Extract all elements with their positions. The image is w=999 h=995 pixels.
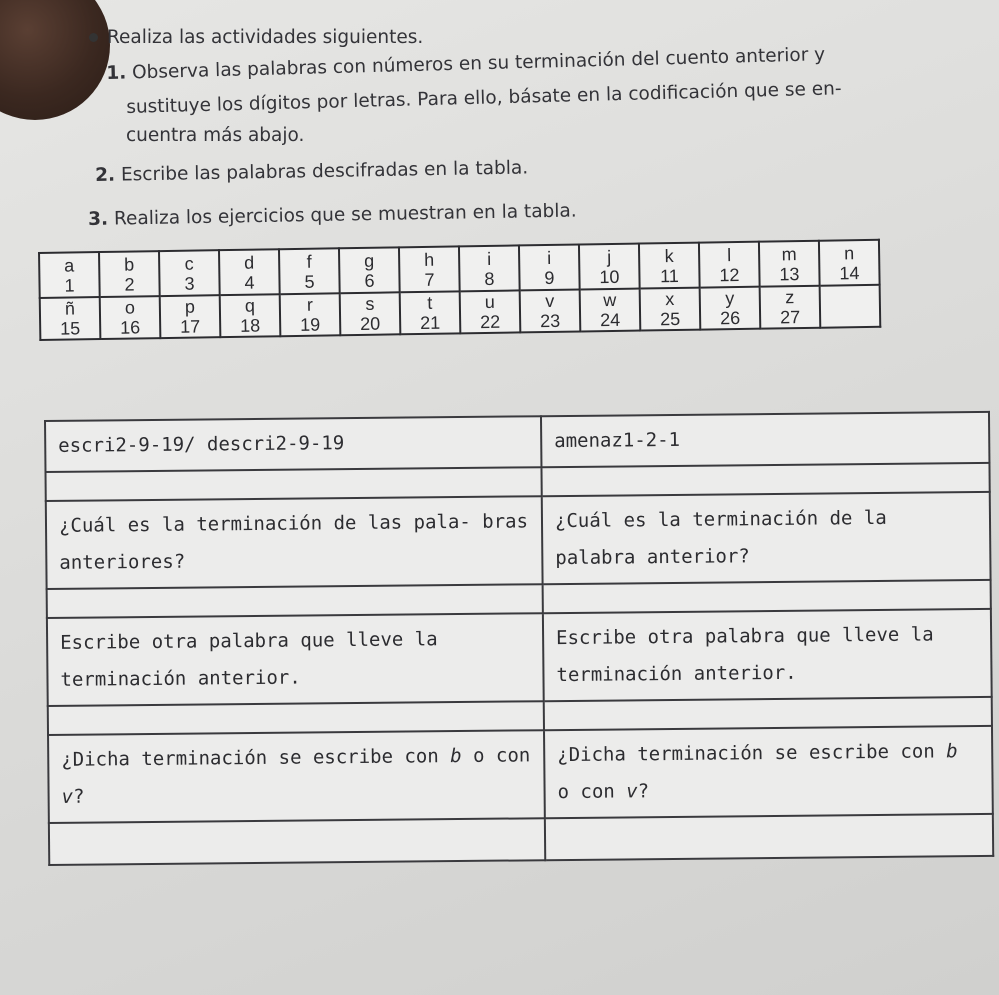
intro-text: Realiza las actividades siguientes. <box>107 27 424 48</box>
finger-shadow <box>0 0 110 120</box>
code-number: 21 <box>419 312 441 334</box>
code-letter: w <box>603 289 617 311</box>
code-letter: h <box>423 249 435 270</box>
code-cell <box>100 296 161 339</box>
code-letter: y <box>725 288 735 309</box>
code-number: 14 <box>839 262 860 283</box>
prompt-row <box>47 609 992 706</box>
step-1-line-3: cuentra más abajo. <box>126 125 305 146</box>
code-cell <box>99 251 160 297</box>
code-number: 20 <box>359 313 381 334</box>
bullet-icon <box>89 33 98 42</box>
code-cell <box>220 294 281 337</box>
code-cell <box>520 289 581 332</box>
code-cell <box>339 247 400 293</box>
left-q2-letter-b: b <box>450 745 462 768</box>
right-q2-letter-v: v <box>626 780 638 803</box>
question-row <box>46 492 991 589</box>
left-q2-letter-v: v <box>61 785 74 808</box>
code-number: 18 <box>240 315 261 336</box>
code-cell <box>580 289 641 332</box>
left-prompt: Escribe otra palabra que lleve la terminación anterior. <box>47 613 544 706</box>
code-cell-empty <box>820 285 881 328</box>
code-number: 6 <box>364 270 375 291</box>
code-number: 24 <box>599 309 621 331</box>
code-number: 5 <box>304 271 315 292</box>
code-cell <box>39 252 100 298</box>
left-answer-cell-3[interactable] <box>48 701 544 735</box>
code-number: 8 <box>484 268 495 289</box>
right-q2-end: ? <box>637 780 650 803</box>
code-letter: r <box>306 294 314 315</box>
code-number: 25 <box>659 308 681 330</box>
code-number: 27 <box>779 307 801 328</box>
step-2-text: Escribe las palabras descifradas en la tabla. <box>120 157 529 186</box>
right-answer-cell-3[interactable] <box>544 697 992 730</box>
code-letter: z <box>785 287 795 308</box>
code-cell <box>279 248 340 294</box>
code-letter: b <box>124 253 135 275</box>
code-cell <box>639 243 700 289</box>
code-letter: q <box>244 295 256 316</box>
left-answer-cell-2[interactable] <box>47 584 543 618</box>
left-q2-end: ? <box>72 785 85 808</box>
code-letter: i <box>546 247 552 268</box>
right-answer-cell-4[interactable] <box>545 814 993 860</box>
code-letter: f <box>306 251 312 272</box>
code-number: 9 <box>544 267 555 288</box>
code-number: 17 <box>180 316 201 337</box>
code-letter: s <box>365 293 375 314</box>
code-cell <box>819 240 880 286</box>
code-cell <box>700 287 761 330</box>
right-question: ¿Cuál es la terminación de la palabra anterior? <box>542 492 991 584</box>
right-prompt: Escribe otra palabra que lleve la terminación anterior. <box>543 609 992 701</box>
code-number: 3 <box>184 273 195 294</box>
left-answer-cell-1[interactable] <box>45 467 541 501</box>
code-number: 22 <box>479 311 501 333</box>
code-number: 13 <box>779 263 800 284</box>
answer-row-4 <box>49 814 993 865</box>
code-number: 15 <box>60 318 81 339</box>
code-letter: n <box>843 242 855 263</box>
code-letter: x <box>665 289 675 310</box>
code-cell <box>459 245 520 291</box>
code-number: 4 <box>244 272 255 293</box>
step-2 <box>95 156 528 188</box>
code-cell <box>219 249 280 295</box>
words-row <box>45 412 989 472</box>
code-letter: c <box>184 253 194 274</box>
step-3-text: Realiza los ejercicios que se muestran en la tabla. <box>113 200 577 230</box>
code-number: 19 <box>300 314 321 335</box>
code-number: 12 <box>719 264 740 285</box>
step-1-line-2: sustituye los dígitos por letras. Para ello, básate en la codificación que se en- <box>126 78 842 118</box>
code-cell <box>160 295 221 338</box>
code-letter: p <box>184 296 196 317</box>
code-number: 2 <box>124 273 135 295</box>
code-number: 23 <box>539 310 561 332</box>
code-letter: o <box>124 297 136 318</box>
code-letter: k <box>664 245 674 266</box>
right-answer-cell-2[interactable] <box>543 580 991 613</box>
code-letter: m <box>781 243 797 264</box>
code-number: 26 <box>719 307 741 329</box>
left-question: ¿Cuál es la terminación de las pala- bras anteriores? <box>46 496 543 589</box>
left-words: escri2-9-19/ descri2-9-19 <box>45 416 541 472</box>
code-cell <box>159 250 220 296</box>
code-cell <box>640 288 701 331</box>
code-letter: i <box>486 248 492 269</box>
right-q2-mid: o con <box>557 780 627 804</box>
code-letter: t <box>427 292 433 313</box>
right-answer-cell-1[interactable] <box>541 463 989 496</box>
code-cell <box>759 241 820 287</box>
step-1-number: 1. <box>106 62 127 84</box>
code-cell <box>399 246 460 292</box>
code-letter: u <box>484 291 495 312</box>
right-q2-letter-b: b <box>946 740 958 763</box>
code-cell <box>340 292 401 335</box>
code-cell <box>519 245 580 291</box>
step-3-number: 3. <box>88 208 109 230</box>
right-q2-pre: ¿Dicha terminación se escribe con <box>557 740 947 767</box>
code-cell <box>699 242 760 288</box>
code-letter: v <box>545 290 555 312</box>
code-letter: g <box>363 250 375 271</box>
b-or-v-row <box>48 726 993 823</box>
code-cell <box>579 244 640 290</box>
right-words: amenaz1-2-1 <box>541 412 989 467</box>
left-b-or-v-question <box>48 730 545 823</box>
code-cell <box>400 291 461 334</box>
code-cell <box>760 286 821 329</box>
left-answer-cell-4[interactable] <box>49 818 545 865</box>
code-letter: d <box>244 252 255 273</box>
left-q2-mid: o con <box>461 744 531 768</box>
code-cell <box>280 293 341 336</box>
code-letter: l <box>726 244 732 265</box>
code-cell <box>460 290 521 333</box>
letter-number-code-table <box>38 239 881 341</box>
left-q2-pre: ¿Dicha terminación se escribe con <box>61 745 451 771</box>
step-1-line-1: Observa las palabras con números en su terminación del cuento anterior y <box>131 44 826 84</box>
code-number: 16 <box>120 317 141 338</box>
right-b-or-v-question <box>544 726 993 818</box>
exercise-table <box>44 411 994 866</box>
code-letter: j <box>606 246 612 267</box>
step-2-number: 2. <box>95 164 116 186</box>
code-letter: a <box>64 254 75 276</box>
step-3 <box>88 199 577 232</box>
code-number: 7 <box>424 269 435 290</box>
code-number: 11 <box>659 265 679 286</box>
code-number: 10 <box>599 266 620 287</box>
code-number: 1 <box>64 274 75 296</box>
code-cell <box>40 297 101 340</box>
code-letter: ñ <box>64 298 76 319</box>
